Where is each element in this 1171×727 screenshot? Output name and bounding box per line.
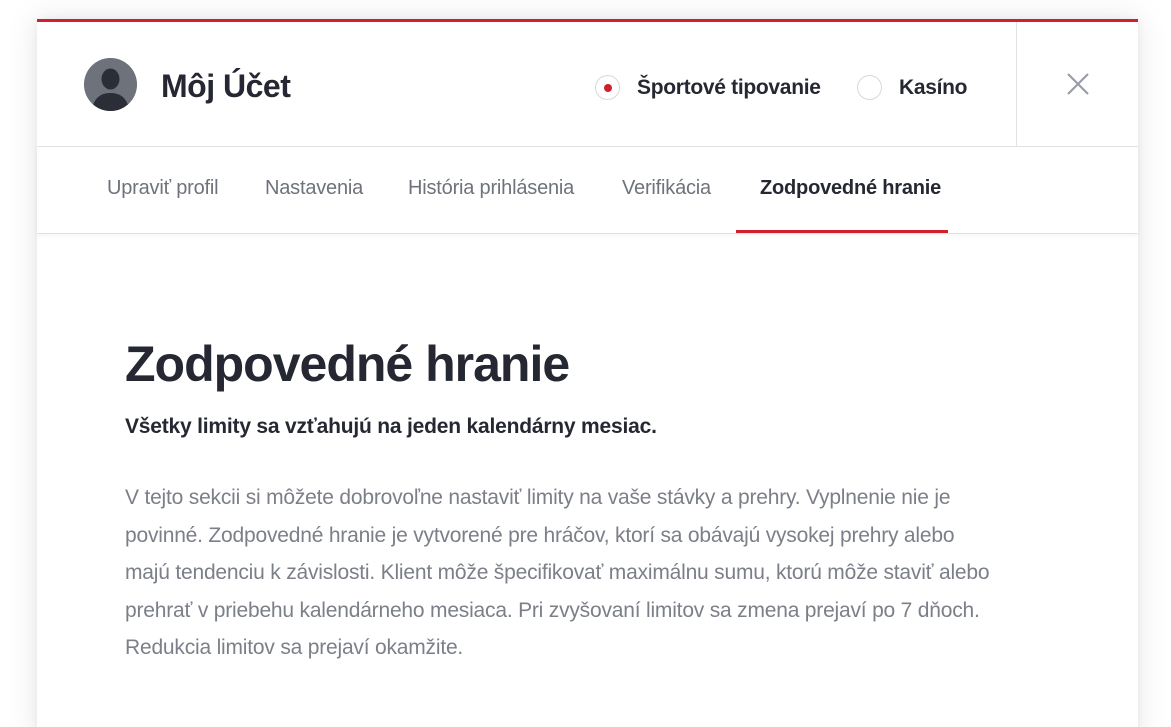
page-title: Zodpovedné hranie bbox=[125, 336, 570, 392]
account-tabs bbox=[37, 147, 1138, 234]
radio-casino[interactable] bbox=[857, 75, 967, 100]
page-subtitle: Všetky limity sa vzťahujú na jeden kalendárny mesiac. bbox=[125, 415, 657, 438]
user-silhouette-icon bbox=[84, 58, 137, 111]
tab-login-history[interactable]: História prihlásenia bbox=[408, 177, 575, 199]
tab-settings[interactable]: Nastavenia bbox=[265, 177, 364, 199]
main-content bbox=[125, 335, 995, 667]
radio-button-unselected[interactable] bbox=[857, 75, 882, 100]
avatar[interactable] bbox=[84, 58, 137, 111]
tab-edit-profile[interactable]: Upraviť profil bbox=[107, 177, 219, 199]
account-title: Môj Účet bbox=[161, 68, 291, 104]
radio-label-casino: Kasíno bbox=[899, 75, 968, 99]
radio-dot bbox=[604, 84, 612, 92]
close-icon[interactable] bbox=[1065, 71, 1091, 97]
description-text: V tejto sekcii si môžete dobrovoľne nastaviť limity na vaše stávky a prehry. Vyplnenie nie je povinné. Zodpovedné hranie je vytvorené pre hráčov, ktorí sa obávajú vysokej prehry alebo majú tendenciu k závislosti. Klient môže špecifikovať maximálnu sumu, ktorú môže staviť alebo prehrať v priebehu kalendárneho mesiaca. Pri zvyšovaní limitov sa zmena prejaví po 7 dňoch. Redukcia limitov sa prejaví okamžite. bbox=[125, 486, 990, 659]
modal-header bbox=[37, 22, 1138, 147]
tab-verification[interactable]: Verifikácia bbox=[622, 177, 711, 199]
radio-label-sports: Športové tipovanie bbox=[637, 75, 821, 99]
close-button[interactable] bbox=[1016, 22, 1138, 146]
radio-sports-betting[interactable] bbox=[595, 75, 821, 100]
radio-button-selected[interactable] bbox=[595, 75, 620, 100]
active-tab-indicator bbox=[736, 230, 948, 233]
tab-responsible-gaming[interactable]: Zodpovedné hranie bbox=[760, 177, 942, 199]
